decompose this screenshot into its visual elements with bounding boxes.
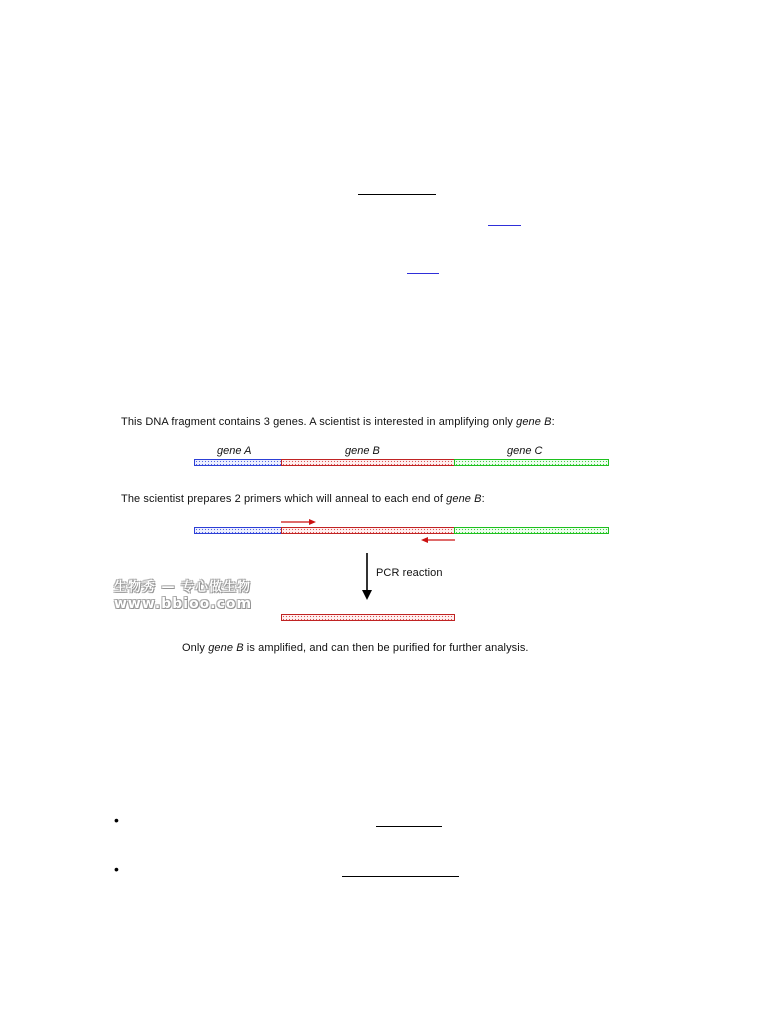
gene-a-segment [194,459,282,466]
gene-c-segment [454,459,609,466]
figure-conclusion-text [182,642,529,654]
bullet-marker-1: • [114,812,119,828]
pcr-reaction-arrow-icon [360,553,374,603]
gene-b-segment [281,459,455,466]
primer-prefix: The scientist prepares 2 primers which will anneal to each end of [121,493,447,505]
figure-intro-text [121,416,555,428]
primer-gene: gene B [446,493,482,505]
gene-a-segment [194,527,282,534]
label-gene-b: gene B [345,445,380,457]
primer-suffix: : [481,493,485,505]
label-gene-a: gene A [217,445,252,457]
bullet-marker-2: • [114,861,119,877]
pcr-reaction-label: PCR reaction [376,567,443,579]
link-line-2[interactable] [407,273,439,274]
label-gene-c: gene C [507,445,543,457]
underline-bullet-2 [342,876,459,877]
amplified-gene-b-segment [281,614,455,621]
intro-suffix: : [551,416,555,428]
link-line-1[interactable] [488,225,521,226]
watermark-logo [114,580,252,612]
conclusion-prefix: Only [182,642,209,654]
underline-bullet-1 [376,826,442,827]
intro-prefix: This DNA fragment contains 3 genes. A scientist is interested in amplifying only [121,416,517,428]
gene-c-segment [454,527,609,534]
watermark-line-2: www.bbioo.com [114,596,253,612]
conclusion-gene: gene B [208,642,244,654]
gene-b-segment [281,527,455,534]
conclusion-suffix: is amplified, and can then be purified for further analysis. [243,642,529,654]
watermark-line-1: 生物秀 — 专心做生物 [114,580,252,595]
reverse-primer-arrow-icon [418,535,458,545]
primer-description-text [121,493,485,505]
underline-1 [358,194,436,195]
forward-primer-arrow-icon [280,517,320,527]
intro-gene: gene B [516,416,552,428]
